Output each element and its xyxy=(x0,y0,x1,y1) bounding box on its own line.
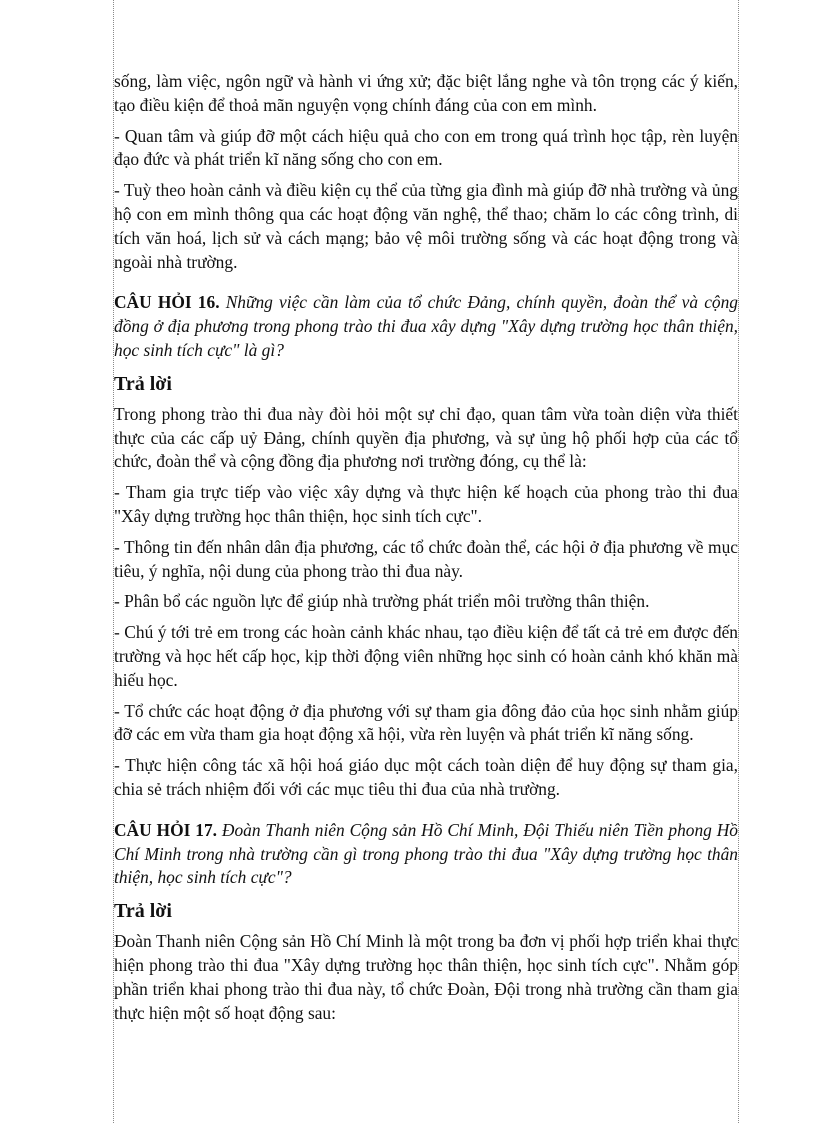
answer-16-paragraph: Trong phong trào thi đua này đòi hỏi một sự chỉ đạo, quan tâm vừa toàn diện vừa thiết thực của các cấp uỷ Đảng, chính quyền địa phương, và sự ủng hộ phối hợp của các tổ chức, đoàn thể và cộng đồng địa phương nơi trường đóng, cụ thể là: xyxy=(114,403,738,472)
answer-16-paragraph: - Chú ý tới trẻ em trong các hoàn cảnh khác nhau, tạo điều kiện để tất cả trẻ em được đến trường và học hết cấp học, kịp thời động viên những học sinh có hoàn cảnh khó khăn mà hiếu học. xyxy=(114,622,738,690)
answer-heading-17: Trả lời xyxy=(114,900,172,923)
question-16-text: Những việc cần làm của tổ chức Đảng, chính quyền, đoàn thể và cộng đồng ở địa phương trong phong trào thi đua xây dựng "Xây dựng trường học thân thiện, học sinh tích cực" là gì? xyxy=(114,292,738,360)
answer-17-paragraph: Đoàn Thanh niên Cộng sản Hồ Chí Minh là một trong ba đơn vị phối hợp triển khai thực hiện phong trào thi đua "Xây dựng trường học thân thiện, học sinh tích cực". Nhằm góp phần triển khai phong trào thi đua này, tổ chức Đoàn, Đội trong nhà trường cần tham gia thực hiện một số hoạt động sau: xyxy=(114,931,738,1023)
paragraph: - Tuỳ theo hoàn cảnh và điều kiện cụ thể của từng gia đình mà giúp đỡ nhà trường và ủng hộ con em mình thông qua các hoạt động văn nghệ, thể thao; chăm lo các công trình, di tích văn hoá, lịch sử và cách mạng; bảo vệ môi trường sống và các hoạt động trong và ngoài nhà trường. xyxy=(114,180,738,272)
paragraph: - Quan tâm và giúp đỡ một cách hiệu quả cho con em trong quá trình học tập, rèn luyện đạo đức và phát triển kĩ năng sống cho con em. xyxy=(114,125,738,170)
answer-heading-16: Trả lời xyxy=(114,372,172,395)
answer-16-paragraph: - Tham gia trực tiếp vào việc xây dựng và thực hiện kế hoạch của phong trào thi đua "Xây dựng trường học thân thiện, học sinh tích cực". xyxy=(114,482,738,526)
question-16-label: CÂU HỎI 16. xyxy=(114,292,220,313)
question-16 xyxy=(114,291,738,362)
answer-16-paragraph: - Phân bổ các nguồn lực để giúp nhà trường phát triển môi trường thân thiện. xyxy=(114,591,650,612)
question-17 xyxy=(114,819,738,890)
paragraph: sống, làm việc, ngôn ngữ và hành vi ứng xử; đặc biệt lắng nghe và tôn trọng các ý kiến, tạo điều kiện để thoả mãn nguyện vọng chính đáng của con em mình. xyxy=(114,71,738,115)
answer-16-paragraph: - Thực hiện công tác xã hội hoá giáo dục một cách toàn diện để huy động sự tham gia, chia sẻ trách nhiệm đối với các mục tiêu thi đua của nhà trường. xyxy=(114,755,738,799)
question-17-text: Đoàn Thanh niên Cộng sản Hồ Chí Minh, Đội Thiếu niên Tiền phong Hồ Chí Minh trong nhà trường cần gì trong phong trào thi đua "Xây dựng trường học thân thiện, học sinh tích cực"? xyxy=(114,819,738,888)
document-body xyxy=(114,70,738,1032)
right-margin-guide xyxy=(738,0,739,1123)
answer-16-paragraph: - Tổ chức các hoạt động ở địa phương với sự tham gia đông đảo của học sinh nhằm giúp đỡ các em vừa tham gia hoạt động xã hội, vừa rèn luyện và phát triển kĩ năng sống. xyxy=(114,700,738,745)
answer-16-paragraph: - Thông tin đến nhân dân địa phương, các tổ chức đoàn thể, các hội ở địa phương về mục tiêu, ý nghĩa, nội dung của phong trào thi đua này. xyxy=(114,536,738,581)
question-17-label: CÂU HỎI 17. xyxy=(114,819,217,840)
